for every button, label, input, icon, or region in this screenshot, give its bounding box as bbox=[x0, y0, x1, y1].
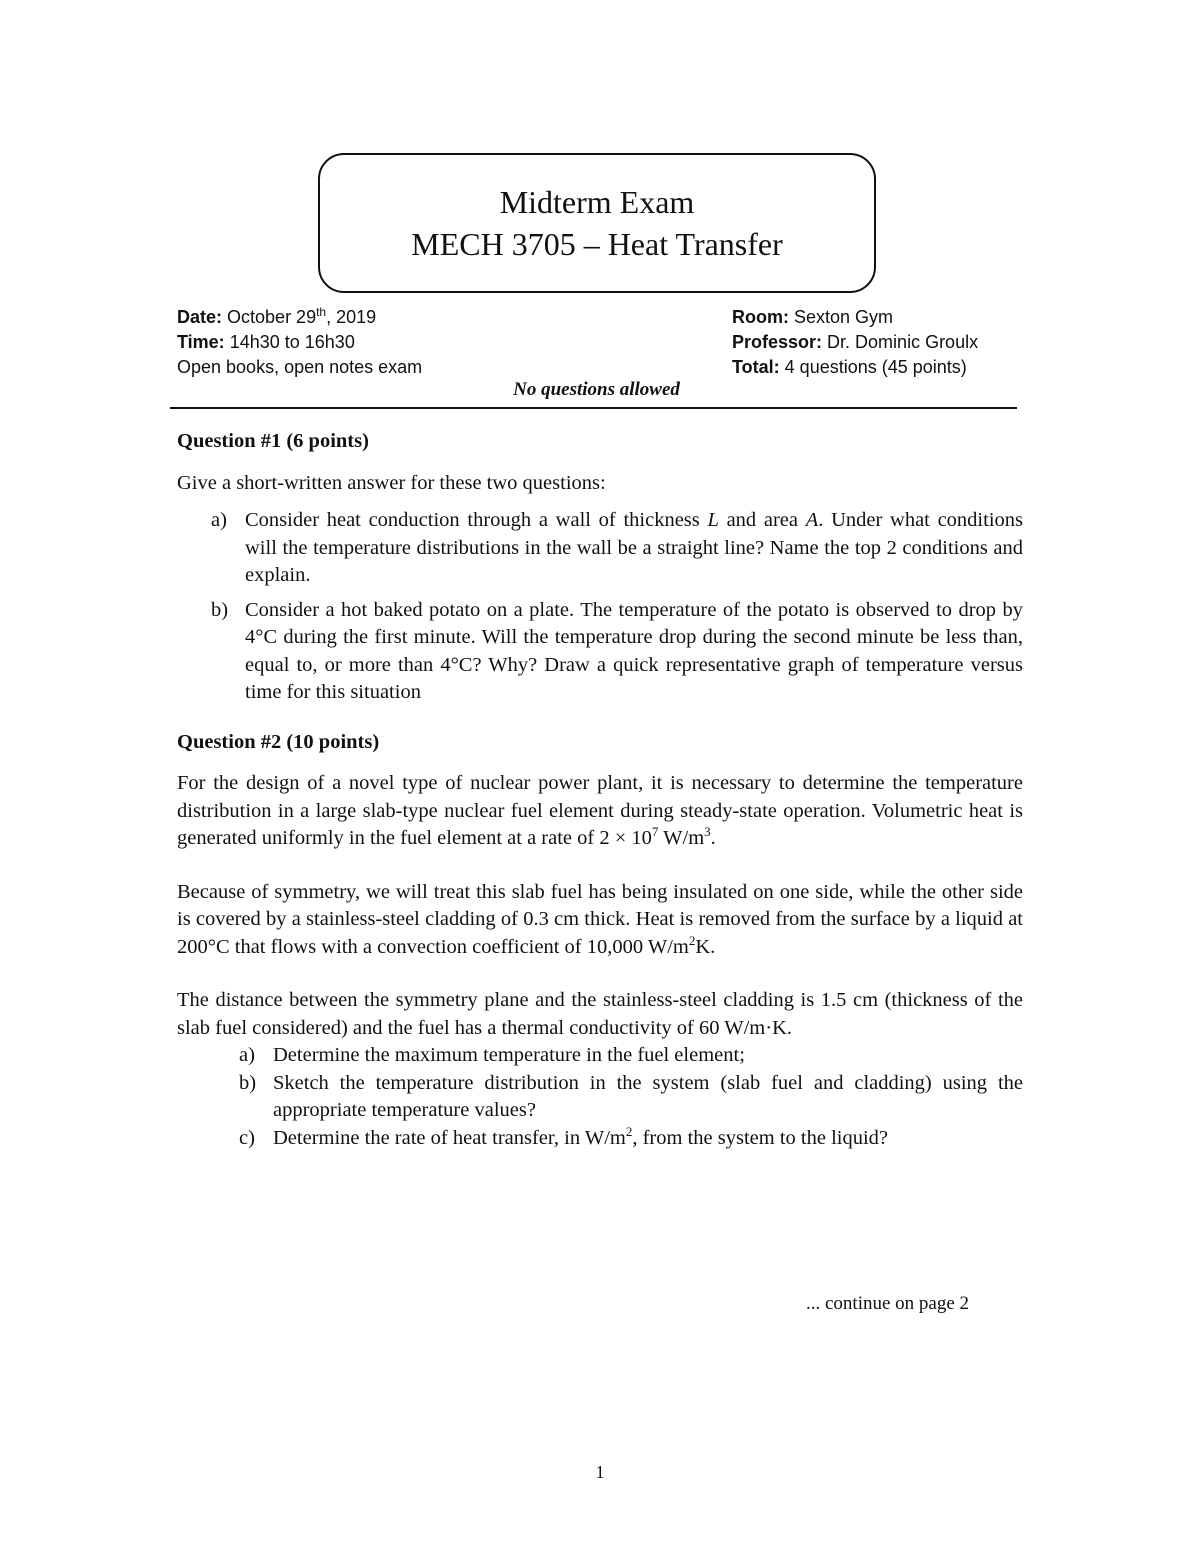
question-2-para-1: For the design of a novel type of nuclear power plant, it is necessary to determine the temperature distribution in a large slab-type nuclear fuel element during steady-state operation. Volumetric heat is generated uniformly in the fuel element at a rate of $2 \times 10^7$ $W/m^3$. bbox=[177, 772, 1023, 849]
exam-info-right bbox=[732, 305, 978, 380]
total-value: 4 questions (45 points) bbox=[784, 357, 967, 377]
question-1-heading: Question #1 (6 points) bbox=[177, 430, 369, 452]
continue-note: ... continue on page 2 bbox=[806, 1293, 970, 1314]
item-text: Consider heat conduction through a wall of thickness L and area A. Under what conditions will the temperature distributions in the wall be a straight line? Name the top 2 conditions and explain. bbox=[245, 509, 1023, 586]
date-label: Date: bbox=[177, 307, 223, 327]
exam-info-left bbox=[177, 305, 422, 380]
question-2-para-3: The distance between the symmetry plane and the stainless-steel cladding is 1.5 cm (thickness of the slab fuel considered) and the fuel has a thermal conductivity of 60 W/m·K. bbox=[177, 989, 1023, 1039]
date-row bbox=[177, 305, 422, 330]
exam-type: Open books, open notes exam bbox=[177, 357, 423, 377]
no-questions-note: No questions allowed bbox=[513, 379, 680, 400]
date-value: October 29th, 2019 bbox=[227, 305, 377, 327]
item-text: Determine the maximum temperature in the fuel element; bbox=[273, 1044, 745, 1066]
item-label: c) bbox=[239, 1126, 255, 1149]
page-number: 1 bbox=[595, 1462, 605, 1482]
question-1-item bbox=[177, 507, 1023, 590]
item-label: a) bbox=[239, 1044, 255, 1066]
question-1-item bbox=[177, 597, 1023, 707]
item-text: Consider a hot baked potato on a plate. The temperature of the potato is observed to drop by 4°C during the first minute. Will the temperature drop during the second minute be less than, equal to, or more than 4°C? Why? Draw a quick representative graph of temperature versus time for this situation bbox=[245, 598, 1023, 703]
exam-content bbox=[177, 428, 1023, 1152]
total-row bbox=[732, 355, 978, 380]
time-label: Time: bbox=[177, 332, 225, 352]
room-value: Sexton Gym bbox=[794, 307, 894, 327]
professor-label: Professor: bbox=[732, 332, 823, 352]
question-2-item bbox=[177, 1042, 1023, 1070]
professor-value: Dr. Dominic Groulx bbox=[827, 332, 979, 352]
item-text: Sketch the temperature distribution in the system (slab fuel and cladding) using the appropriate temperature values? bbox=[273, 1071, 1023, 1121]
total-label: Total: bbox=[732, 357, 780, 377]
question-2-para-2: Because of symmetry, we will treat this slab fuel has being insulated on one side, while the other side is covered by a stainless-steel cladding of 0.3 cm thick. Heat is removed from the surface by a liquid at 200°C that flows with a convection coefficient of 10,000 $W/m^2K$. bbox=[177, 880, 1023, 958]
time-row bbox=[177, 330, 422, 355]
question-2-items bbox=[177, 1042, 1023, 1152]
time-value: 14h30 to 16h30 bbox=[229, 332, 355, 352]
item-label: b) bbox=[211, 598, 229, 621]
question-2-item bbox=[177, 1070, 1023, 1125]
item-label: b) bbox=[239, 1071, 257, 1094]
question-2-heading: Question #2 (10 points) bbox=[177, 730, 380, 753]
item-text: Determine the rate of heat transfer, in $W/m^2$, from the system to the liquid? bbox=[273, 1123, 888, 1149]
exam-title: Midterm Exam bbox=[499, 184, 695, 220]
question-1-items bbox=[177, 507, 1023, 707]
title-box bbox=[318, 153, 876, 293]
question-1-intro: Give a short-written answer for these two questions: bbox=[177, 471, 606, 494]
question-2-item bbox=[177, 1125, 1023, 1153]
item-label: a) bbox=[211, 509, 227, 531]
professor-row bbox=[732, 330, 978, 355]
header-divider bbox=[170, 407, 1017, 409]
room-label: Room: bbox=[732, 307, 789, 327]
course-title: MECH 3705 – Heat Transfer bbox=[411, 226, 783, 262]
room-row bbox=[732, 305, 978, 330]
